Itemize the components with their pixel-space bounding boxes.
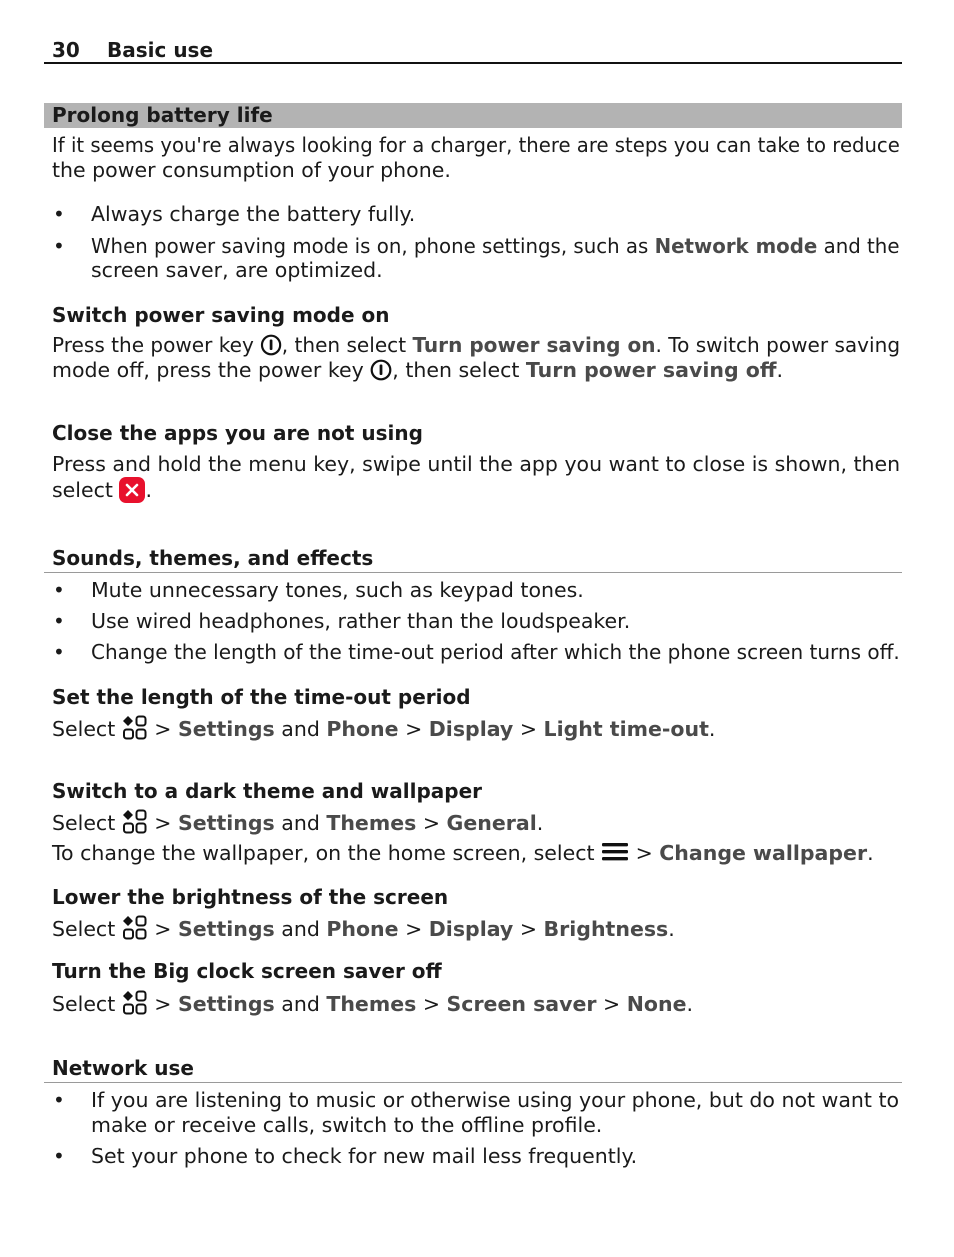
- section-divider: [44, 1082, 902, 1083]
- dark-theme-heading: Switch to a dark theme and wallpaper: [52, 779, 482, 803]
- brightness-term: Brightness: [543, 917, 669, 941]
- text: and: [274, 917, 327, 941]
- text: .: [668, 917, 675, 941]
- change-wallpaper-term: Change wallpaper: [659, 841, 868, 865]
- battery-bullet-2-line2: screen saver, are optimized.: [91, 258, 383, 282]
- power-key-icon: [370, 359, 392, 381]
- text: Press the power key: [52, 333, 261, 357]
- menu-grid-icon: [122, 915, 148, 940]
- close-apps-line1: Press and hold the menu key, swipe until the app you want to close is shown, then: [52, 452, 901, 476]
- light-timeout-term: Light time-out: [543, 717, 709, 741]
- text: , then select: [392, 358, 526, 382]
- text: To change the wallpaper, on the home screen, select: [52, 841, 602, 865]
- network-bullet-1-line2: make or receive calls, switch to the offline profile.: [91, 1113, 603, 1137]
- text: , then select: [281, 333, 413, 357]
- battery-bullet-1: Always charge the battery fully.: [91, 202, 416, 226]
- options-menu-icon: [601, 841, 629, 863]
- section-divider: [44, 572, 902, 573]
- battery-bullet-2: [91, 234, 899, 259]
- text: and: [274, 811, 327, 835]
- text: >: [629, 841, 660, 865]
- turn-power-saving-on-term: Turn power saving on: [412, 333, 656, 357]
- text: mode off, press the power key: [52, 358, 371, 382]
- network-bullet-2: Set your phone to check for new mail less frequently.: [91, 1144, 638, 1168]
- text: When power saving mode is on, phone settings, such as: [91, 234, 655, 258]
- text: Select: [52, 992, 122, 1016]
- text: .: [867, 841, 874, 865]
- clock-heading: Turn the Big clock screen saver off: [52, 959, 442, 983]
- text: .: [708, 717, 716, 741]
- menu-grid-icon: [122, 715, 148, 740]
- text: >: [147, 717, 178, 741]
- settings-term: Settings: [177, 811, 275, 835]
- dark-theme-path: [52, 809, 543, 836]
- bullet: •: [53, 202, 65, 226]
- battery-intro-line1: If it seems you're always looking for a charger, there are steps you can take to reduce: [52, 133, 900, 157]
- section-title-bar: [44, 103, 902, 128]
- wallpaper-line: [52, 841, 874, 866]
- sounds-bullet-3: Change the length of the time-out period after which the phone screen turns off.: [91, 640, 900, 664]
- close-app-icon: [119, 477, 145, 503]
- close-apps-heading: Close the apps you are not using: [52, 421, 423, 445]
- text: .: [776, 358, 783, 382]
- clock-path: [52, 990, 693, 1017]
- text: and the: [817, 234, 900, 258]
- text: >: [398, 717, 429, 741]
- themes-term: Themes: [326, 992, 417, 1016]
- text: .: [686, 992, 694, 1016]
- text: . To switch power saving: [655, 333, 901, 357]
- battery-intro-line2: the power consumption of your phone.: [52, 158, 451, 182]
- text: and: [274, 717, 327, 741]
- text: >: [513, 717, 544, 741]
- page-number: 30: [52, 38, 80, 62]
- text: >: [596, 992, 627, 1016]
- general-term: General: [446, 811, 537, 835]
- bullet: •: [53, 578, 65, 602]
- network-heading: Network use: [52, 1056, 194, 1080]
- text: >: [416, 992, 447, 1016]
- screen-saver-term: Screen saver: [446, 992, 597, 1016]
- text: >: [513, 917, 544, 941]
- close-apps-line2: [52, 477, 152, 503]
- chapter-title: Basic use: [107, 38, 214, 62]
- phone-term: Phone: [326, 917, 399, 941]
- text: Select: [52, 717, 122, 741]
- text: .: [145, 478, 152, 502]
- text: >: [147, 917, 178, 941]
- text: >: [147, 992, 178, 1016]
- text: select: [52, 478, 120, 502]
- settings-term: Settings: [177, 992, 275, 1016]
- display-term: Display: [428, 917, 514, 941]
- text: >: [398, 917, 429, 941]
- bullet: •: [53, 1144, 65, 1168]
- display-term: Display: [428, 717, 514, 741]
- page-header: [44, 38, 902, 64]
- themes-term: Themes: [326, 811, 417, 835]
- turn-power-saving-off-term: Turn power saving off: [525, 358, 777, 382]
- text: >: [416, 811, 447, 835]
- network-bullet-1: If you are listening to music or otherwise using your phone, but do not want to: [91, 1088, 900, 1112]
- settings-term: Settings: [177, 717, 275, 741]
- text: Select: [52, 811, 122, 835]
- none-term: None: [626, 992, 687, 1016]
- power-saving-heading: Switch power saving mode on: [52, 303, 390, 327]
- settings-term: Settings: [177, 917, 275, 941]
- power-saving-line1: [52, 333, 900, 358]
- brightness-heading: Lower the brightness of the screen: [52, 885, 449, 909]
- menu-grid-icon: [122, 990, 148, 1015]
- bullet: •: [53, 640, 65, 664]
- sounds-heading: Sounds, themes, and effects: [52, 546, 374, 570]
- sounds-bullet-2: Use wired headphones, rather than the loudspeaker.: [91, 609, 631, 633]
- text: .: [536, 811, 544, 835]
- sounds-bullet-1: Mute unnecessary tones, such as keypad tones.: [91, 578, 584, 602]
- text: and: [274, 992, 327, 1016]
- bullet: •: [53, 234, 65, 258]
- bullet: •: [53, 1088, 65, 1112]
- menu-grid-icon: [122, 809, 148, 834]
- network-mode-term: Network mode: [654, 234, 818, 258]
- timeout-heading: Set the length of the time-out period: [52, 685, 471, 709]
- brightness-path: [52, 915, 675, 942]
- text: Select: [52, 917, 122, 941]
- power-key-icon: [260, 334, 282, 356]
- phone-term: Phone: [326, 717, 399, 741]
- section-title: Prolong battery life: [52, 103, 273, 127]
- bullet: •: [53, 609, 65, 633]
- power-saving-line2: [52, 358, 783, 383]
- text: >: [147, 811, 178, 835]
- timeout-path: [52, 715, 715, 742]
